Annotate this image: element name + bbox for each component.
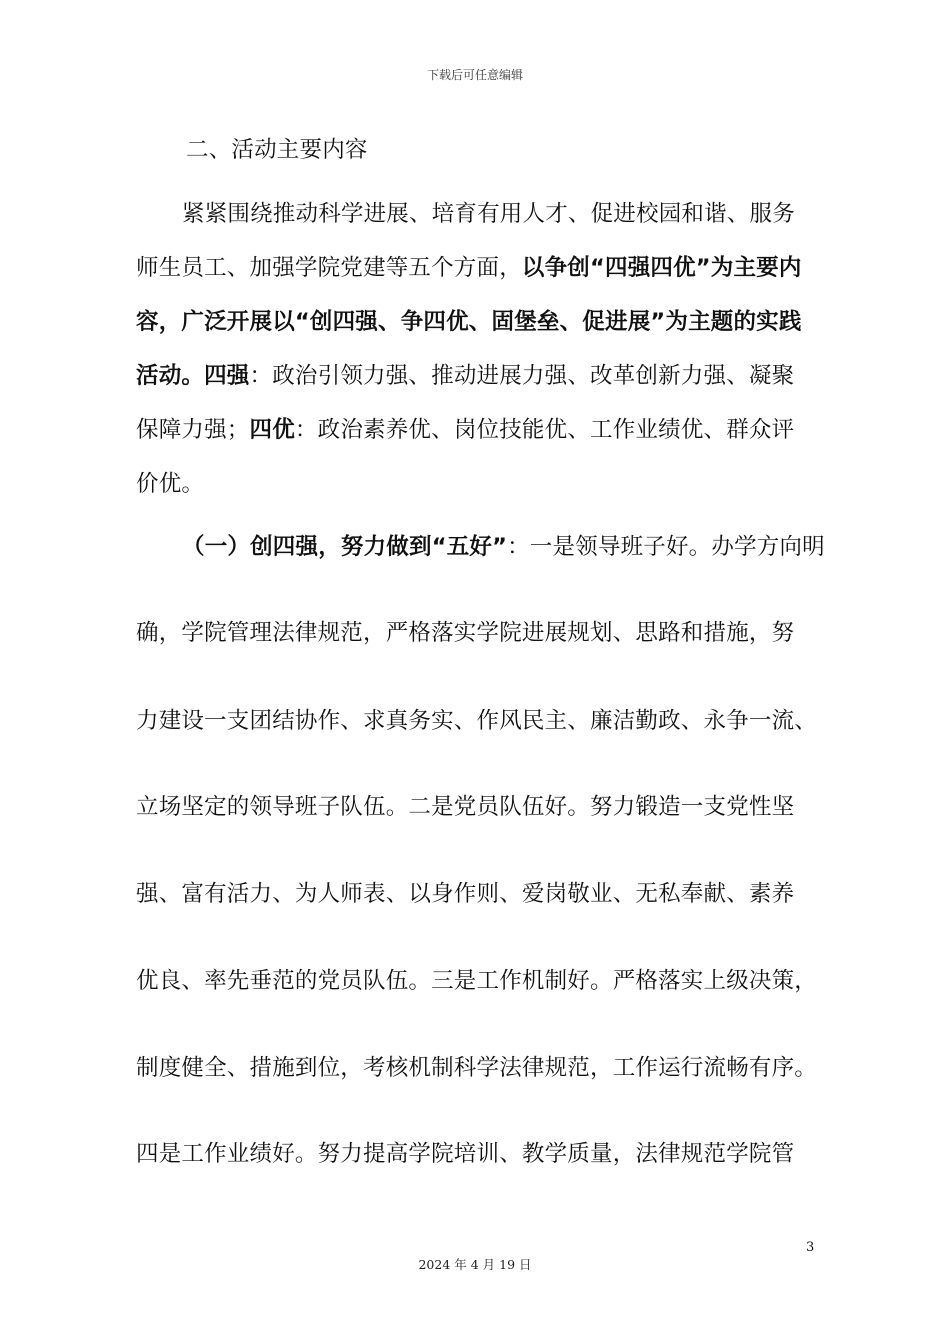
paragraph-line: 紧紧围绕推动科学进展、培育有用人才、促进校园和谐、服务 xyxy=(182,201,795,227)
page-number: 3 xyxy=(806,1240,815,1255)
paragraph-line: 强、富有活力、为人师表、以身作则、爱岗敬业、无私奉献、素养 xyxy=(136,881,795,907)
footer-date: 2024 年 4 月 19 日 xyxy=(418,1257,532,1272)
bold-run: （一）创四强，努力做到“五好” xyxy=(182,534,508,560)
section-heading: 二、活动主要内容 xyxy=(186,137,368,163)
paragraph-line: 确，学院管理法律规范，严格落实学院进展规划、思路和措施，努 xyxy=(136,620,795,646)
paragraph-line: 价优。 xyxy=(136,471,205,497)
paragraph-line: 容，广泛开展以“创四强、争四优、固堡垒、促进展”为主题的实践 xyxy=(136,309,802,335)
paragraph-line: 活动。四强：政治引领力强、推动进展力强、改革创新力强、凝聚 xyxy=(136,363,795,389)
paragraph-line: 立场坚定的领导班子队伍。二是党员队伍好。努力锻造一支党性坚 xyxy=(136,794,795,820)
paragraph-line: 四是工作业绩好。努力提高学院培训、教学质量，法律规范学院管 xyxy=(136,1141,795,1167)
paragraph-line: 保障力强；四优：政治素养优、岗位技能优、工作业绩优、群众评 xyxy=(136,417,795,443)
paragraph-line: 优良、率先垂范的党员队伍。三是工作机制好。严格落实上级决策， xyxy=(136,968,818,994)
bold-run: 以争创“四强四优”为主要内 xyxy=(521,255,802,281)
page-header: 下载后可任意编辑 xyxy=(426,68,523,82)
paragraph-line: 制度健全、措施到位，考核机制科学法律规范，工作运行流畅有序。 xyxy=(136,1055,818,1081)
bold-run: 活动。四强 xyxy=(136,363,250,389)
bold-run: 四优 xyxy=(249,417,295,443)
paragraph-line: （一）创四强，努力做到“五好”：一是领导班子好。办学方向明 xyxy=(182,534,825,560)
paragraph-line: 力建设一支团结协作、求真务实、作风民主、廉洁勤政、永争一流、 xyxy=(136,708,818,734)
paragraph-line: 师生员工、加强学院党建等五个方面，以争创“四强四优”为主要内 xyxy=(136,255,802,281)
